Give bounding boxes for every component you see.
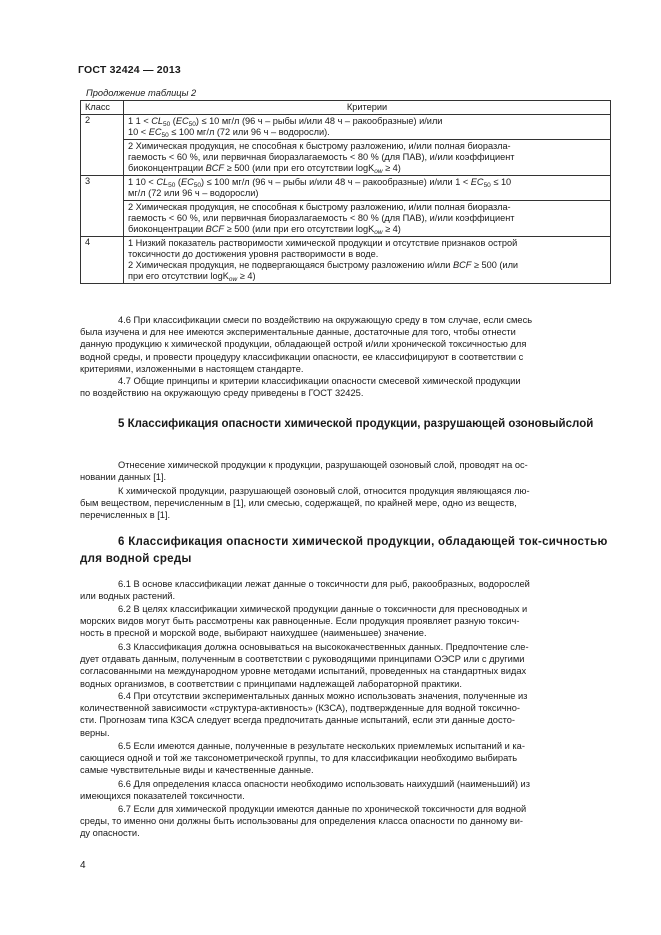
table-row	[81, 176, 611, 201]
table-row	[81, 140, 611, 176]
criteria-table	[80, 100, 611, 284]
text-line: Отнесение химической продукции к продукции, разрушающей озоновый слой, проводят на ос-	[118, 460, 528, 470]
class-cell: 3	[81, 176, 124, 237]
text-line: ность в пресной и морской воде, выбирают наихудшее (наименьшее) значение.	[80, 628, 427, 639]
criteria-line: 2 Химическая продукция, не подвергающаяся быстрому разложению и/или BCF ≥ 500 (или	[128, 260, 519, 270]
text-line: 6.7 Если для химической продукции имеются данные по хронической токсичности для водной	[118, 804, 527, 814]
section-6-heading	[80, 534, 611, 568]
criteria-line: 1 $1 < CL_{50}$ $(EC_{50}) \le 10$ мг/л (96 ч – рыбы и/или 48 ч – ракообразные) и/или	[128, 116, 443, 128]
text-line: 6.3 Классификация должна основываться на высококачественных данных. Предпочтение сле-	[118, 642, 529, 652]
paragraph-6-6	[80, 778, 611, 802]
paragraph-4-6	[80, 314, 611, 375]
class-cell: 2	[81, 115, 124, 176]
criteria-line: биоконцентрации BCF ≥ 500 (или при его отсутствии logK$_{ow}$ ≥ 4)	[128, 224, 401, 236]
text-line: 6.6 Для определения класса опасности необходимо использовать наихудший (наименьший) из	[118, 779, 530, 789]
criteria-line: 1 Низкий показатель растворимости химической продукции и отсутствие признаков острой	[128, 238, 518, 248]
criteria-cell	[124, 201, 611, 237]
text-line: 4.6 При классификации смеси по воздействию на окружающую среду в том случае, если смесь	[118, 315, 533, 325]
text-line: 6.4 При отсутствии экспериментальных данных можно использовать значения, полученные из	[118, 691, 528, 701]
paragraph-6-1	[80, 578, 611, 602]
text-line: 6 Классификация опасности химической продукции, обладающей ток-	[118, 536, 543, 548]
column-header-criteria: Критерии	[124, 101, 611, 115]
text-line: имеющихся показателей токсичности.	[80, 791, 245, 802]
section-5-heading	[80, 416, 611, 433]
text-line: 6.2 В целях классификации химической продукции данные о токсичности для пресноводных и	[118, 604, 528, 614]
text-line: сичностью для водной среды	[80, 536, 608, 565]
criteria-cell	[124, 176, 611, 201]
criteria-cell	[124, 237, 611, 284]
text-line: К химической продукции, разрушающей озоновый слой, относится продукция являющаяся лю-	[118, 486, 530, 496]
table-header-row	[81, 101, 611, 115]
paragraph-4-7	[80, 375, 611, 399]
text-line: согласованными на международном уровне методами испытаний, проведенных на стандартных видах	[80, 666, 527, 677]
text-line: 4.7 Общие принципы и критерии классификации опасности смесевой химической продукции	[118, 376, 521, 386]
criteria-line: $10 < EC_{50} \le 100$ мг/л (72 или 96 ч – водоросли).	[128, 127, 330, 139]
text-line: или водных растений.	[80, 591, 176, 602]
section-5-paragraph-1	[80, 459, 611, 483]
text-line: самые чувствительные виды и качественные данные.	[80, 765, 314, 776]
criteria-line: 2 Химическая продукция, не способная к быстрому разложению, и/или полная биоразла-	[128, 141, 511, 151]
column-header-class: Класс	[81, 101, 124, 115]
text-line: морских видов могут быть рассмотрены как равноценные. Если продукция проявляет разную токсич-	[80, 616, 520, 627]
text-line: данную продукцию к химической продукции, обладающей острой и/или хронической токсичностью для	[80, 339, 527, 350]
criteria-cell	[124, 140, 611, 176]
text-line: верны.	[80, 727, 110, 738]
text-line: была изучена и для нее имеются экспериментальные данные, достаточные для того, чтобы отнести	[80, 327, 516, 338]
text-line: ду опасности.	[80, 828, 140, 839]
paragraph-6-2	[80, 603, 611, 640]
text-line: перечисленных в [1].	[80, 510, 171, 521]
text-line: критериями, изложенными в настоящем стандарте.	[80, 363, 304, 374]
paragraph-6-4	[80, 690, 611, 739]
table-row	[81, 201, 611, 237]
class-cell: 4	[81, 237, 124, 284]
text-line: водной среды, и провести процедуру классификации опасности, ее классифицируют в соответствии с	[80, 351, 524, 362]
text-line: количественной зависимости «структура-активность» (КЗСА), подтвержденные для водной токсично-	[80, 703, 521, 714]
text-line: 5 Классификация опасности химической продукции, разрушающей озоновый	[118, 418, 566, 430]
criteria-cell	[124, 115, 611, 140]
text-line: сти. Прогнозам типа КЗСА следует всегда предпочитать данные испытаний, если эти данные досто-	[80, 715, 516, 726]
criteria-line: 2 Химическая продукция, не способная к быстрому разложению, и/или полная биоразла-	[128, 202, 511, 212]
text-line: сающиеся одной и той же таксонометрической группы, то для классификации необходимо выбирать	[80, 753, 518, 764]
criteria-line: биоконцентрации BCF ≥ 500 (или при его отсутствии logK$_{ow}$ ≥ 4)	[128, 163, 401, 175]
table-row	[81, 115, 611, 140]
text-line: слой	[565, 418, 594, 430]
standard-designation: ГОСТ 32424 — 2013	[78, 64, 181, 76]
table-continuation-caption: Продолжение таблицы 2	[86, 88, 197, 98]
page-number: 4	[80, 860, 86, 871]
criteria-line: 1 $10 < CL_{50}$ $(EC_{50}) \le 100$ мг/л (96 ч – рыбы и/или 48 ч – ракообразные) и/или $1 < EC_{50} \le 10$	[128, 177, 512, 189]
text-line: 6.5 Если имеются данные, полученные в результате нескольких приемлемых испытаний и ка-	[118, 741, 525, 751]
section-5-paragraph-2	[80, 485, 611, 522]
text-line: новании данных [1].	[80, 472, 167, 483]
criteria-line: гаемость < 60 %, или первичная биоразлагаемость < 80 % (для ПАВ), и/или коэффициент	[128, 152, 515, 162]
text-line: среды, то именно они должны быть использованы для определения класса опасности по данному ви-	[80, 816, 524, 827]
paragraph-6-3	[80, 641, 611, 690]
criteria-line: токсичности до достижения уровня растворимости в воде.	[128, 249, 379, 259]
paragraph-6-5	[80, 740, 611, 777]
text-line: 6.1 В основе классификации лежат данные о токсичности для рыб, ракообразных, водорослей	[118, 579, 530, 589]
text-line: дует отдавать данным, полученным в соответствии с руководящими принципами ОЭСР или с другими	[80, 654, 525, 665]
table-row	[81, 237, 611, 284]
text-line: водных организмов, в соответствии с принципами надлежащей лабораторной практики.	[80, 678, 462, 689]
criteria-line: гаемость < 60 %, или первичная биоразлагаемость < 80 % (для ПАВ), и/или коэффициент	[128, 213, 515, 223]
criteria-line: при его отсутствии logK$_{ow}$ ≥ 4)	[128, 271, 256, 283]
text-line: по воздействию на окружающую среду приведены в ГОСТ 32425.	[80, 388, 364, 399]
paragraph-6-7	[80, 803, 611, 840]
text-line: бым веществом, перечисленным в [1], или смесью, содержащей, по крайней мере, одно из веществ,	[80, 498, 517, 509]
criteria-line: мг/л (72 или 96 ч – водоросли)	[128, 188, 259, 198]
